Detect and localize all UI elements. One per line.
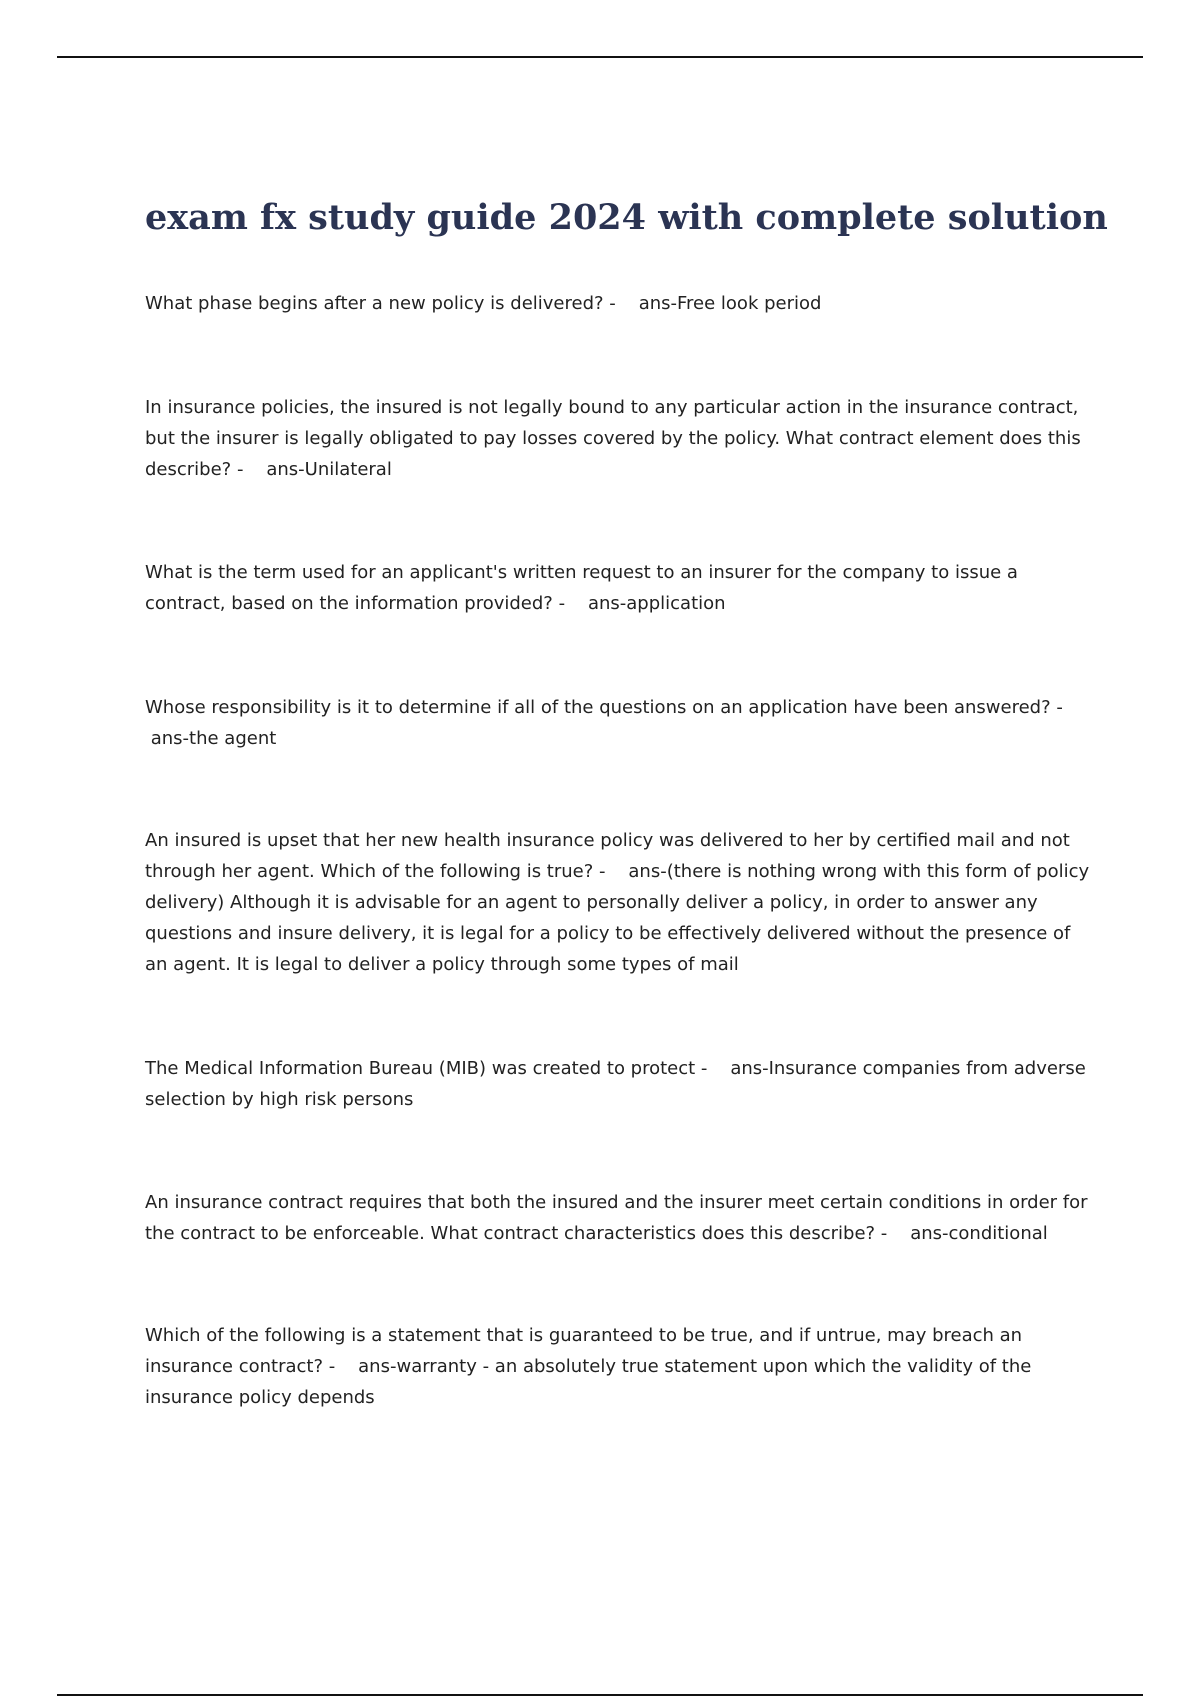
qa-item-4	[145, 692, 1095, 754]
question-text: What phase begins after a new policy is delivered? -	[145, 293, 616, 314]
answer-text: ans-Insurance companies from adverse selection by high risk persons	[145, 1058, 1086, 1110]
question-text: The Medical Information Bureau (MIB) was created to protect -	[145, 1058, 708, 1079]
answer-text: ans-conditional	[910, 1223, 1048, 1244]
answer-text: ans-the agent	[150, 728, 277, 749]
qa-item-3	[145, 557, 1095, 619]
answer-text: ans-warranty - an absolutely true statement upon which the validity of the insurance policy depends	[145, 1356, 1032, 1408]
answer-text: ans-Unilateral	[266, 459, 392, 480]
answer-text: ans-Free look period	[638, 293, 822, 314]
bottom-rule	[57, 1694, 1143, 1696]
answer-text: ans-application	[587, 593, 726, 614]
qa-item-8	[145, 1320, 1095, 1413]
question-text: An insurance contract requires that both the insured and the insurer meet certain conditions in order for the contract to be enforceable. What contract characteristics does this describe? -	[145, 1192, 1088, 1244]
question-text: An insured is upset that her new health insurance policy was delivered to her by certified mail and not through her agent. Which of the following is true? -	[145, 830, 1070, 882]
question-text: What is the term used for an applicant's written request to an insurer for the company to issue a contract, based on the information provided? -	[145, 562, 1018, 614]
question-text: Which of the following is a statement that is guaranteed to be true, and if untrue, may breach an insurance contract? -	[145, 1325, 1023, 1377]
qa-item-6	[145, 1053, 1095, 1115]
document-title: exam fx study guide 2024 with complete solution	[145, 197, 1108, 238]
qa-item-7	[145, 1187, 1095, 1249]
answer-text: ans-(there is nothing wrong with this form of policy delivery) Although it is advisable for an agent to personally deliver a policy, in order to answer any questions and insure delivery, it is legal for a policy to be effectively delivered without the presence of an agent. It is legal to deliver a policy through some types of mail	[145, 861, 1090, 975]
question-text: Whose responsibility is it to determine if all of the questions on an application have been answered? -	[145, 697, 1063, 718]
qa-item-2	[145, 392, 1095, 485]
question-text: In insurance policies, the insured is not legally bound to any particular action in the insurance contract, but the insurer is legally obligated to pay losses covered by the policy. What contract element does this describe? -	[145, 397, 1081, 480]
qa-item-5	[145, 825, 1095, 980]
qa-item-1	[145, 288, 1095, 319]
top-rule	[57, 56, 1143, 58]
